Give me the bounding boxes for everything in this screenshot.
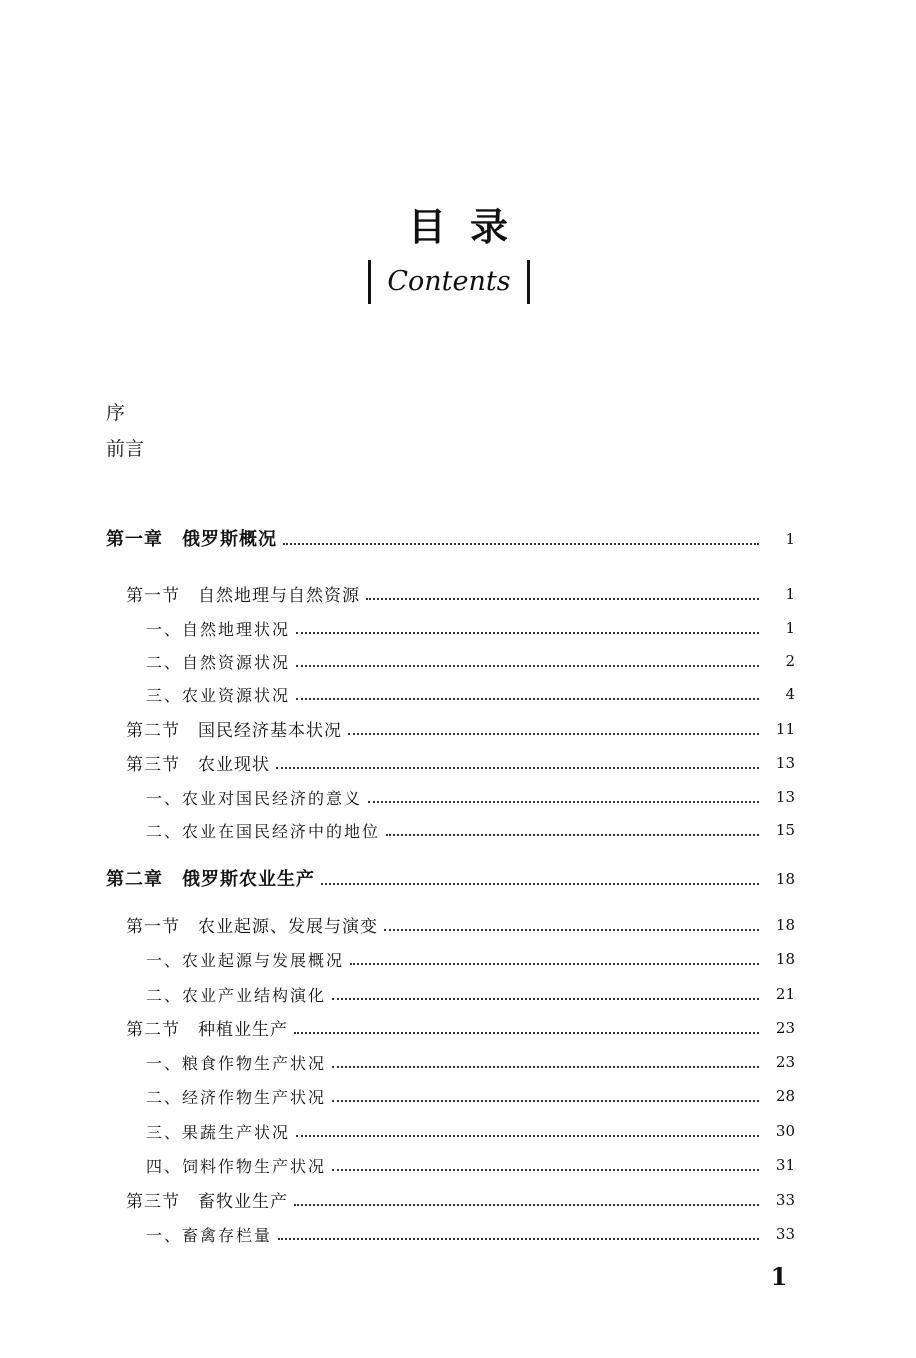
toc-entry-item[interactable] xyxy=(0,647,916,673)
toc-entry-label: 二、农业产业结构演化 xyxy=(146,986,327,1005)
toc-entry-label: 第三节 畜牧业生产 xyxy=(126,1192,288,1212)
toc-entry-page: 15 xyxy=(775,821,795,839)
dot-leader xyxy=(348,733,759,735)
toc-entry-page: 11 xyxy=(775,720,795,738)
dot-leader xyxy=(366,598,759,600)
toc-entry-page: 23 xyxy=(775,1053,795,1071)
dot-leader xyxy=(332,998,759,1000)
toc-entry-chapter[interactable] xyxy=(0,865,916,891)
toc-entry-item[interactable] xyxy=(0,783,916,809)
toc-entry-page: 18 xyxy=(775,950,795,968)
toc-entry-section[interactable] xyxy=(0,1186,916,1212)
dot-leader xyxy=(294,1032,759,1034)
dot-leader xyxy=(294,1204,759,1206)
toc-entry-page: 30 xyxy=(775,1122,795,1140)
dot-leader xyxy=(296,698,759,700)
front-matter-foreword: 前言 xyxy=(106,438,145,460)
toc-entry-section[interactable] xyxy=(0,1014,916,1040)
toc-subtitle xyxy=(368,260,530,304)
toc-entry-page: 23 xyxy=(775,1019,795,1037)
dot-leader xyxy=(350,963,759,965)
toc-entry-item[interactable] xyxy=(0,1117,916,1143)
toc-entry-item[interactable] xyxy=(0,1151,916,1177)
toc-entry-label: 三、果蔬生产状况 xyxy=(146,1123,291,1142)
toc-entry-page: 28 xyxy=(775,1087,795,1105)
toc-entry-item[interactable] xyxy=(0,1048,916,1074)
dot-leader xyxy=(283,543,759,545)
toc-entry-item[interactable] xyxy=(0,1082,916,1108)
front-matter-preface: 序 xyxy=(106,402,126,424)
toc-entry-label: 一、自然地理状况 xyxy=(146,620,291,639)
dot-leader xyxy=(368,801,759,803)
toc-entry-section[interactable] xyxy=(0,749,916,775)
dot-leader xyxy=(332,1169,759,1171)
dot-leader xyxy=(321,883,759,885)
toc-entry-page: 1 xyxy=(785,530,795,548)
toc-entry-label: 第二节 种植业生产 xyxy=(126,1020,288,1040)
toc-entry-label: 一、农业起源与发展概况 xyxy=(146,951,345,970)
toc-entry-label: 第二章 俄罗斯农业生产 xyxy=(106,869,315,890)
toc-entry-label: 第一章 俄罗斯概况 xyxy=(106,529,277,550)
toc-entry-label: 二、自然资源状况 xyxy=(146,653,291,672)
toc-entry-label: 一、农业对国民经济的意义 xyxy=(146,789,363,808)
toc-entry-page: 18 xyxy=(775,916,795,934)
toc-entry-section[interactable] xyxy=(0,911,916,937)
toc-entry-section[interactable] xyxy=(0,715,916,741)
dot-leader xyxy=(386,834,759,836)
toc-entry-item[interactable] xyxy=(0,1220,916,1246)
dot-leader xyxy=(296,1135,759,1137)
toc-entry-label: 二、经济作物生产状况 xyxy=(146,1088,327,1107)
toc-entry-item[interactable] xyxy=(0,816,916,842)
toc-entry-item[interactable] xyxy=(0,680,916,706)
toc-entry-label: 第二节 国民经济基本状况 xyxy=(126,721,342,741)
dot-leader xyxy=(296,632,759,634)
toc-entry-label: 四、饲料作物生产状况 xyxy=(146,1157,327,1176)
toc-subtitle-text: Contents xyxy=(387,266,511,297)
toc-entry-page: 13 xyxy=(775,754,795,772)
toc-entry-page: 13 xyxy=(775,788,795,806)
toc-entry-page: 1 xyxy=(785,619,795,637)
toc-entry-label: 第一节 自然地理与自然资源 xyxy=(126,586,360,606)
toc-entry-page: 21 xyxy=(775,985,795,1003)
toc-entry-item[interactable] xyxy=(0,945,916,971)
toc-entry-label: 一、畜禽存栏量 xyxy=(146,1226,273,1245)
toc-entry-page: 18 xyxy=(775,870,795,888)
toc-entry-label: 第三节 农业现状 xyxy=(126,755,270,775)
dot-leader xyxy=(276,767,759,769)
toc-entry-label: 三、农业资源状况 xyxy=(146,686,291,705)
toc-entry-page: 33 xyxy=(775,1191,795,1209)
dot-leader xyxy=(332,1066,759,1068)
dot-leader xyxy=(278,1238,759,1240)
toc-title: 目录 xyxy=(407,204,532,249)
toc-entry-label: 一、粮食作物生产状况 xyxy=(146,1054,327,1073)
page-number: 1 xyxy=(770,1262,788,1291)
toc-entry-label: 二、农业在国民经济中的地位 xyxy=(146,822,381,841)
left-rule xyxy=(368,260,371,304)
toc-entry-page: 4 xyxy=(785,685,795,703)
dot-leader xyxy=(332,1100,759,1102)
toc-entry-page: 31 xyxy=(775,1156,795,1174)
toc-entry-page: 2 xyxy=(785,652,795,670)
toc-entry-item[interactable] xyxy=(0,980,916,1006)
right-rule xyxy=(527,260,530,304)
toc-entry-page: 33 xyxy=(775,1225,795,1243)
toc-entry-chapter[interactable] xyxy=(0,525,916,551)
dot-leader xyxy=(384,929,759,931)
toc-entry-page: 1 xyxy=(785,585,795,603)
toc-entry-section[interactable] xyxy=(0,580,916,606)
toc-entry-label: 第一节 农业起源、发展与演变 xyxy=(126,917,378,937)
dot-leader xyxy=(296,665,759,667)
toc-entry-item[interactable] xyxy=(0,614,916,640)
